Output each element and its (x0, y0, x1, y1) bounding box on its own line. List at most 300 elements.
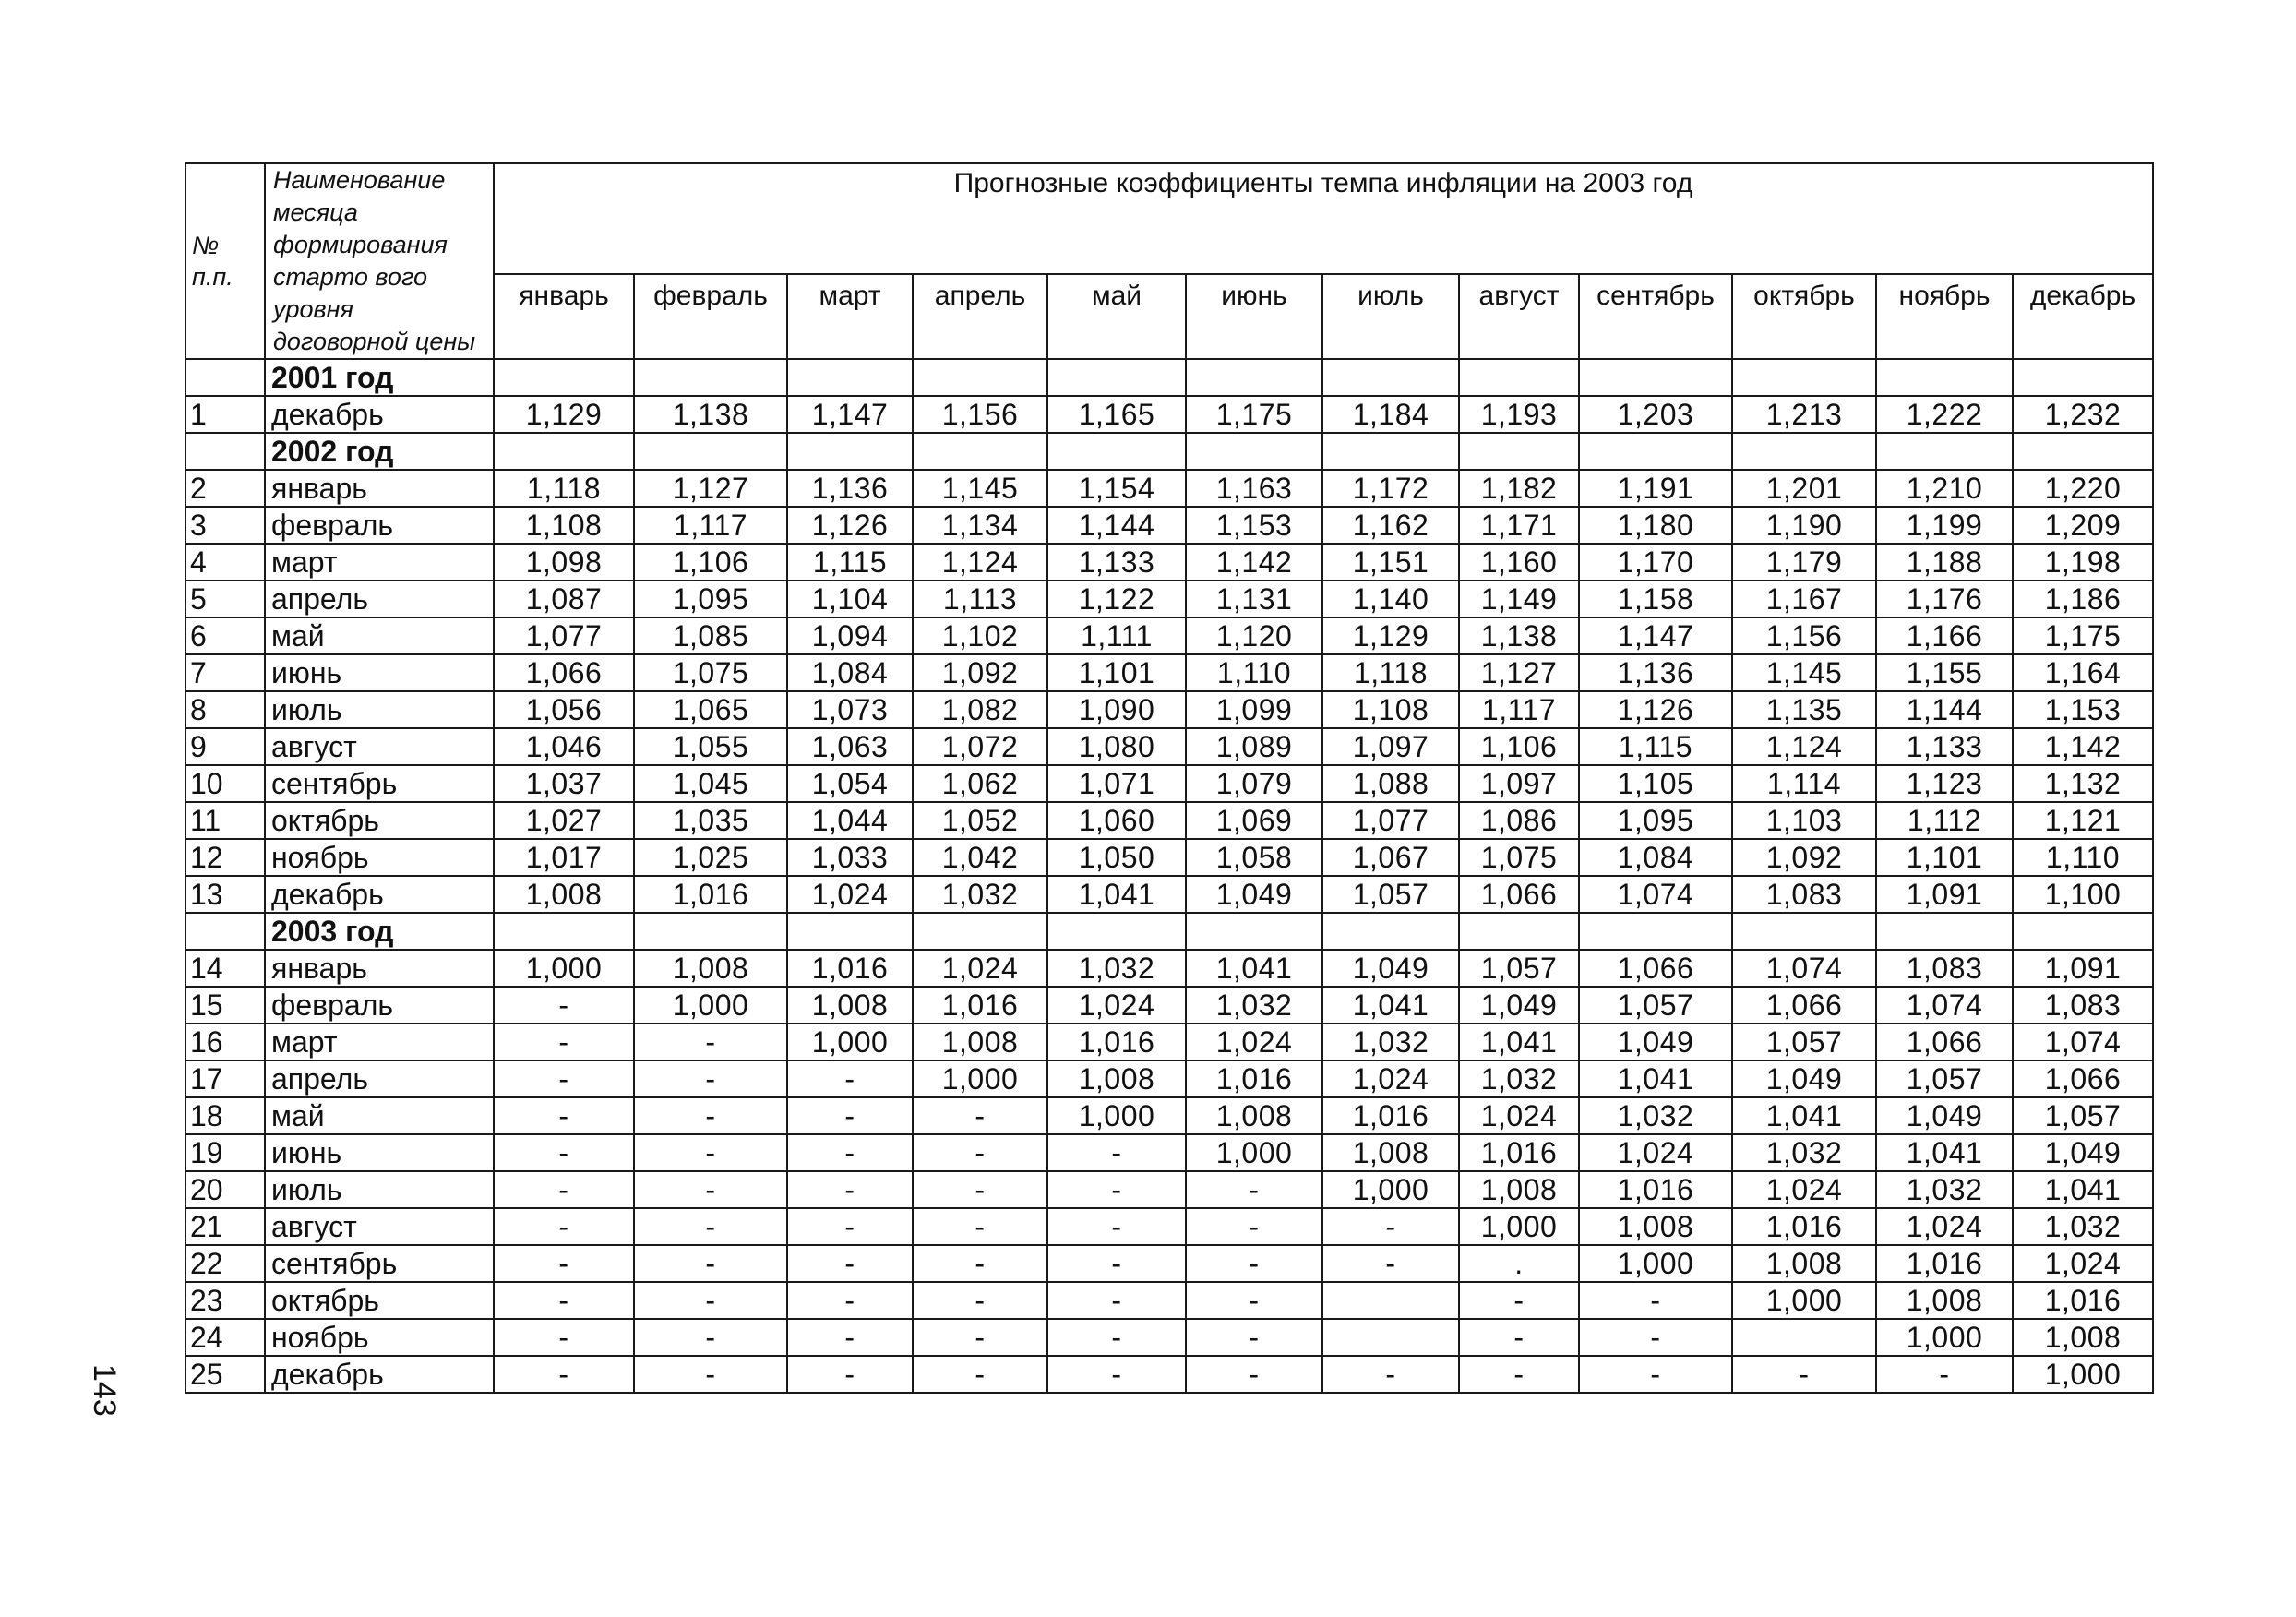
coefficient-cell: 1,055 (634, 728, 787, 765)
coefficient-cell: 1,024 (913, 950, 1047, 987)
coefficient-cell: - (634, 1171, 787, 1208)
coefficient-cell: 1,158 (1579, 581, 1732, 617)
row-number-cell: 7 (185, 654, 265, 691)
row-number-cell: 22 (185, 1245, 265, 1282)
coefficient-cell (1732, 1319, 1876, 1356)
coefficient-cell: 1,066 (1459, 876, 1579, 913)
row-number-cell: 15 (185, 987, 265, 1024)
coefficient-cell: 1,033 (787, 839, 913, 876)
coefficient-cell: 1,060 (1047, 802, 1186, 839)
coefficient-cell: 1,190 (1732, 507, 1876, 544)
table-row (185, 728, 2153, 765)
coefficient-cell: 1,108 (494, 507, 634, 544)
coefficient-cell: 1,156 (1732, 617, 1876, 654)
coefficient-cell: - (1047, 1171, 1186, 1208)
coefficient-cell: 1,000 (1186, 1134, 1322, 1171)
coefficient-cell: 1,134 (913, 507, 1047, 544)
coefficient-cell: - (1579, 1356, 1732, 1393)
coefficient-cell: 1,075 (634, 654, 787, 691)
coefficient-cell: 1,184 (1322, 396, 1459, 433)
coefficient-cell: 1,136 (1579, 654, 1732, 691)
coefficient-cell: - (494, 1097, 634, 1134)
year-section-row (185, 433, 2153, 470)
coefficient-cell: 1,094 (787, 617, 913, 654)
coefficient-cell: - (787, 1171, 913, 1208)
coefficient-cell: 1,102 (913, 617, 1047, 654)
coefficient-cell: 1,057 (1876, 1060, 2013, 1097)
empty-cell (1579, 433, 1732, 470)
coefficient-cell: 1,035 (634, 802, 787, 839)
coefficient-cell: 1,057 (2013, 1097, 2153, 1134)
coefficient-cell: 1,175 (1186, 396, 1322, 433)
row-number-cell: 9 (185, 728, 265, 765)
empty-cell (634, 433, 787, 470)
coefficient-cell: 1,115 (787, 544, 913, 581)
month-column-header: ноябрь (1876, 274, 2013, 359)
coefficient-cell: - (1047, 1356, 1186, 1393)
coefficient-cell: 1,000 (1579, 1245, 1732, 1282)
year-section-row (185, 359, 2153, 396)
coefficient-cell: - (634, 1282, 787, 1319)
coefficient-cell: 1,057 (1459, 950, 1579, 987)
coefficient-cell: 1,000 (1047, 1097, 1186, 1134)
coefficient-cell: 1,016 (1876, 1245, 2013, 1282)
coefficient-cell: 1,191 (1579, 470, 1732, 507)
coefficient-cell: 1,024 (787, 876, 913, 913)
coefficient-cell: 1,127 (634, 470, 787, 507)
month-column-header: июль (1322, 274, 1459, 359)
coefficient-cell: 1,032 (1876, 1171, 2013, 1208)
coefficient-cell: 1,166 (1876, 617, 2013, 654)
month-column-header: декабрь (2013, 274, 2153, 359)
coefficient-cell: 1,041 (1322, 987, 1459, 1024)
row-number-cell: 17 (185, 1060, 265, 1097)
coefficient-cell: 1,154 (1047, 470, 1186, 507)
coefficient-cell: - (787, 1097, 913, 1134)
coefficient-cell: 1,016 (1459, 1134, 1579, 1171)
month-name-cell: июль (265, 1171, 494, 1208)
coefficient-cell: 1,016 (913, 987, 1047, 1024)
table-row (185, 1060, 2153, 1097)
coefficient-cell: 1,016 (634, 876, 787, 913)
coefficient-cell: 1,203 (1579, 396, 1732, 433)
coefficient-cell: 1,153 (1186, 507, 1322, 544)
table-row (185, 1282, 2153, 1319)
coefficient-cell: 1,049 (1186, 876, 1322, 913)
coefficient-cell: 1,085 (634, 617, 787, 654)
month-column-header: март (787, 274, 913, 359)
table-row (185, 1208, 2153, 1245)
coefficient-cell: 1,220 (2013, 470, 2153, 507)
coefficient-cell: 1,127 (1459, 654, 1579, 691)
coefficient-cell: - (1579, 1282, 1732, 1319)
coefficient-cell: 1,037 (494, 765, 634, 802)
coefficient-cell: 1,160 (1459, 544, 1579, 581)
empty-cell (787, 913, 913, 950)
row-number-cell: 12 (185, 839, 265, 876)
coefficient-cell: - (787, 1356, 913, 1393)
coefficient-cell: 1,121 (2013, 802, 2153, 839)
row-number-cell: 19 (185, 1134, 265, 1171)
coefficient-cell: 1,144 (1876, 691, 2013, 728)
empty-cell (787, 433, 913, 470)
table-row (185, 1245, 2153, 1282)
coefficient-cell: 1,092 (913, 654, 1047, 691)
coefficient-cell: 1,092 (1732, 839, 1876, 876)
row-number-cell: 6 (185, 617, 265, 654)
coefficient-cell: 1,073 (787, 691, 913, 728)
coefficient-cell: 1,112 (1876, 802, 2013, 839)
coefficient-cell: - (1732, 1356, 1876, 1393)
coefficient-cell: 1,057 (1732, 1024, 1876, 1060)
coefficient-cell: 1,097 (1459, 765, 1579, 802)
coefficient-cell: - (1459, 1282, 1579, 1319)
coefficient-cell: 1,222 (1876, 396, 2013, 433)
coefficient-cell: 1,179 (1732, 544, 1876, 581)
empty-cell (1047, 359, 1186, 396)
coefficient-cell: - (1876, 1356, 2013, 1393)
row-number-cell: 1 (185, 396, 265, 433)
empty-cell (1459, 359, 1579, 396)
empty-cell (1876, 913, 2013, 950)
coefficient-cell: 1,049 (1322, 950, 1459, 987)
coefficient-cell: 1,000 (1459, 1208, 1579, 1245)
empty-cell (1579, 913, 1732, 950)
coefficient-cell: 1,016 (1732, 1208, 1876, 1245)
coefficient-cell: 1,147 (1579, 617, 1732, 654)
coefficient-cell: 1,099 (1186, 691, 1322, 728)
coefficient-cell: 1,131 (1186, 581, 1322, 617)
coefficient-cell: 1,069 (1186, 802, 1322, 839)
coefficient-cell: 1,065 (634, 691, 787, 728)
coefficient-cell: 1,008 (494, 876, 634, 913)
empty-cell (1186, 433, 1322, 470)
coefficient-cell: 1,124 (913, 544, 1047, 581)
coefficient-cell: - (913, 1319, 1047, 1356)
year-label: 2002 год (265, 433, 494, 470)
coefficient-cell: - (1047, 1208, 1186, 1245)
coefficient-cell: 1,066 (1876, 1024, 2013, 1060)
forecast-title-header: Прогнозные коэффициенты темпа инфляции на 2003 год (494, 163, 2153, 274)
coefficient-cell: 1,162 (1322, 507, 1459, 544)
coefficient-cell: 1,151 (1322, 544, 1459, 581)
table-row (185, 876, 2153, 913)
coefficient-cell: 1,105 (1579, 765, 1732, 802)
empty-cell (1732, 913, 1876, 950)
coefficient-cell: - (494, 987, 634, 1024)
coefficient-cell: 1,145 (913, 470, 1047, 507)
month-name-cell: май (265, 617, 494, 654)
month-name-cell: июнь (265, 1134, 494, 1171)
coefficient-cell: - (1322, 1208, 1459, 1245)
coefficient-cell: 1,199 (1876, 507, 2013, 544)
coefficient-cell: - (1186, 1282, 1322, 1319)
table-row (185, 396, 2153, 433)
coefficient-cell: 1,024 (1579, 1134, 1732, 1171)
coefficient-cell: 1,091 (1876, 876, 2013, 913)
coefficient-cell: 1,089 (1186, 728, 1322, 765)
coefficient-cell: 1,193 (1459, 396, 1579, 433)
coefficient-cell: - (1186, 1208, 1322, 1245)
coefficient-cell: 1,016 (787, 950, 913, 987)
row-number-cell: 10 (185, 765, 265, 802)
month-name-cell: декабрь (265, 396, 494, 433)
page-number: 143 (87, 1364, 122, 1417)
month-name-cell: март (265, 1024, 494, 1060)
coefficient-cell: - (634, 1134, 787, 1171)
coefficient-cell: - (1047, 1319, 1186, 1356)
coefficient-cell: 1,054 (787, 765, 913, 802)
empty-cell (1186, 359, 1322, 396)
table-row (185, 1356, 2153, 1393)
coefficient-cell: 1,077 (1322, 802, 1459, 839)
row-number-cell: 4 (185, 544, 265, 581)
coefficient-cell: 1,024 (1186, 1024, 1322, 1060)
coefficient-cell: 1,024 (1459, 1097, 1579, 1134)
coefficient-cell: 1,044 (787, 802, 913, 839)
coefficient-cell: 1,198 (2013, 544, 2153, 581)
table-row (185, 765, 2153, 802)
coefficient-cell: - (494, 1208, 634, 1245)
coefficient-cell: 1,041 (1876, 1134, 2013, 1171)
coefficient-cell: 1,000 (913, 1060, 1047, 1097)
coefficient-cell: 1,163 (1186, 470, 1322, 507)
coefficient-cell: 1,032 (1047, 950, 1186, 987)
coefficient-cell: 1,008 (1732, 1245, 1876, 1282)
header-row-title (185, 163, 2153, 274)
empty-cell (2013, 359, 2153, 396)
coefficient-cell: 1,058 (1186, 839, 1322, 876)
inflation-coefficients-table (185, 162, 2154, 1394)
coefficient-cell: 1,032 (2013, 1208, 2153, 1245)
empty-cell (913, 433, 1047, 470)
coefficient-cell: 1,083 (2013, 987, 2153, 1024)
coefficient-cell: 1,111 (1047, 617, 1186, 654)
coefficient-cell: 1,032 (1186, 987, 1322, 1024)
empty-cell (1876, 433, 2013, 470)
coefficient-cell: 1,138 (634, 396, 787, 433)
month-name-cell: сентябрь (265, 1245, 494, 1282)
coefficient-cell: 1,172 (1322, 470, 1459, 507)
coefficient-cell: 1,066 (494, 654, 634, 691)
empty-cell (185, 433, 265, 470)
empty-cell (2013, 913, 2153, 950)
coefficient-cell: 1,101 (1876, 839, 2013, 876)
coefficient-cell: - (913, 1208, 1047, 1245)
month-column-header: октябрь (1732, 274, 1876, 359)
empty-cell (913, 359, 1047, 396)
coefficient-cell: 1,016 (1322, 1097, 1459, 1134)
coefficient-cell: 1,024 (2013, 1245, 2153, 1282)
coefficient-cell: 1,083 (1732, 876, 1876, 913)
coefficient-cell: 1,071 (1047, 765, 1186, 802)
coefficient-cell: 1,118 (494, 470, 634, 507)
month-name-cell: ноябрь (265, 839, 494, 876)
coefficient-cell: - (494, 1282, 634, 1319)
coefficient-cell: 1,000 (494, 950, 634, 987)
coefficient-cell: - (787, 1245, 913, 1282)
empty-cell (1047, 433, 1186, 470)
coefficient-cell: 1,045 (634, 765, 787, 802)
empty-cell (1322, 913, 1459, 950)
row-number-cell: 11 (185, 802, 265, 839)
empty-cell (1459, 913, 1579, 950)
table-row (185, 839, 2153, 876)
table-row (185, 1319, 2153, 1356)
coefficient-cell: 1,017 (494, 839, 634, 876)
row-number-cell: 23 (185, 1282, 265, 1319)
coefficient-cell: 1,108 (1322, 691, 1459, 728)
coefficient-cell: 1,049 (1732, 1060, 1876, 1097)
empty-cell (494, 913, 634, 950)
coefficient-cell: 1,140 (1322, 581, 1459, 617)
coefficient-cell: - (494, 1319, 634, 1356)
row-number-cell: 18 (185, 1097, 265, 1134)
coefficient-cell: - (913, 1134, 1047, 1171)
coefficient-cell: 1,132 (2013, 765, 2153, 802)
coefficient-cell: 1,000 (1876, 1319, 2013, 1356)
coefficient-cell: - (634, 1097, 787, 1134)
coefficient-cell: 1,080 (1047, 728, 1186, 765)
empty-cell (494, 359, 634, 396)
coefficient-cell: 1,032 (913, 876, 1047, 913)
coefficient-cell: 1,024 (1047, 987, 1186, 1024)
coefficient-cell: 1,110 (1186, 654, 1322, 691)
coefficient-cell: - (1459, 1356, 1579, 1393)
coefficient-cell: 1,171 (1459, 507, 1579, 544)
row-number-cell: 16 (185, 1024, 265, 1060)
coefficient-cell: 1,041 (1186, 950, 1322, 987)
coefficient-cell: 1,176 (1876, 581, 2013, 617)
empty-cell (913, 913, 1047, 950)
coefficient-cell: 1,153 (2013, 691, 2153, 728)
empty-cell (494, 433, 634, 470)
month-name-cell: август (265, 728, 494, 765)
table-row (185, 617, 2153, 654)
empty-cell (185, 913, 265, 950)
coefficient-cell: 1,126 (1579, 691, 1732, 728)
coefficient-cell: - (787, 1208, 913, 1245)
month-name-cell: август (265, 1208, 494, 1245)
coefficient-cell: 1,213 (1732, 396, 1876, 433)
month-name-cell: ноябрь (265, 1319, 494, 1356)
coefficient-cell: - (634, 1060, 787, 1097)
coefficient-cell: 1,106 (634, 544, 787, 581)
coefficient-cell: 1,063 (787, 728, 913, 765)
coefficient-cell: 1,024 (1876, 1208, 2013, 1245)
coefficient-cell: 1,170 (1579, 544, 1732, 581)
month-column-header: июнь (1186, 274, 1322, 359)
coefficient-cell: 1,175 (2013, 617, 2153, 654)
coefficient-cell: - (494, 1134, 634, 1171)
month-name-cell: июль (265, 691, 494, 728)
coefficient-cell: 1,144 (1047, 507, 1186, 544)
row-number-cell: 21 (185, 1208, 265, 1245)
table-row (185, 470, 2153, 507)
coefficient-cell: 1,138 (1459, 617, 1579, 654)
row-number-cell: 14 (185, 950, 265, 987)
row-number-cell: 8 (185, 691, 265, 728)
coefficient-cell: - (913, 1282, 1047, 1319)
row-number-cell: 13 (185, 876, 265, 913)
coefficient-cell: 1,118 (1322, 654, 1459, 691)
coefficient-cell: 1,041 (1579, 1060, 1732, 1097)
month-name-cell: январь (265, 470, 494, 507)
coefficient-cell: 1,079 (1186, 765, 1322, 802)
row-number-header: № п.п. (185, 163, 265, 359)
coefficient-cell: 1,008 (1047, 1060, 1186, 1097)
year-label: 2001 год (265, 359, 494, 396)
coefficient-cell: - (494, 1171, 634, 1208)
coefficient-cell (1322, 1319, 1459, 1356)
coefficient-cell: 1,091 (2013, 950, 2153, 987)
coefficient-cell: 1,062 (913, 765, 1047, 802)
coefficient-cell: 1,016 (1047, 1024, 1186, 1060)
table-row (185, 987, 2153, 1024)
coefficient-cell: - (913, 1171, 1047, 1208)
coefficient-cell (1322, 1282, 1459, 1319)
row-number-cell: 2 (185, 470, 265, 507)
coefficient-cell: 1,066 (1579, 950, 1732, 987)
coefficient-cell: - (1047, 1282, 1186, 1319)
year-section-row (185, 913, 2153, 950)
row-number-cell: 20 (185, 1171, 265, 1208)
month-name-cell: май (265, 1097, 494, 1134)
empty-cell (2013, 433, 2153, 470)
table-row (185, 1171, 2153, 1208)
coefficient-cell: 1,066 (2013, 1060, 2153, 1097)
coefficient-cell: 1,000 (634, 987, 787, 1024)
coefficient-cell: 1,097 (1322, 728, 1459, 765)
empty-cell (1047, 913, 1186, 950)
coefficient-cell: 1,123 (1876, 765, 2013, 802)
month-name-cell: сентябрь (265, 765, 494, 802)
empty-cell (1732, 433, 1876, 470)
coefficient-cell: 1,025 (634, 839, 787, 876)
coefficient-cell: 1,032 (1459, 1060, 1579, 1097)
coefficient-cell: 1,210 (1876, 470, 2013, 507)
coefficient-cell: 1,098 (494, 544, 634, 581)
coefficient-cell: 1,016 (2013, 1282, 2153, 1319)
table-row (185, 950, 2153, 987)
coefficient-cell: 1,133 (1876, 728, 2013, 765)
coefficient-cell: 1,209 (2013, 507, 2153, 544)
empty-cell (1579, 359, 1732, 396)
coefficient-cell: 1,000 (1322, 1171, 1459, 1208)
coefficient-cell: 1,052 (913, 802, 1047, 839)
month-name-cell: декабрь (265, 1356, 494, 1393)
coefficient-cell: 1,120 (1186, 617, 1322, 654)
coefficient-cell: - (787, 1060, 913, 1097)
coefficient-cell: 1,129 (1322, 617, 1459, 654)
coefficient-cell: 1,049 (1459, 987, 1579, 1024)
coefficient-cell: - (787, 1319, 913, 1356)
coefficient-cell: 1,032 (1322, 1024, 1459, 1060)
coefficient-cell: 1,117 (1459, 691, 1579, 728)
coefficient-cell: 1,041 (1732, 1097, 1876, 1134)
coefficient-cell: 1,232 (2013, 396, 2153, 433)
coefficient-cell: - (494, 1245, 634, 1282)
coefficient-cell: 1,113 (913, 581, 1047, 617)
coefficient-cell: - (1322, 1356, 1459, 1393)
coefficient-cell: 1,008 (2013, 1319, 2153, 1356)
coefficient-cell: 1,066 (1732, 987, 1876, 1024)
coefficient-cell: 1,106 (1459, 728, 1579, 765)
coefficient-cell: 1,008 (1459, 1171, 1579, 1208)
table-row (185, 581, 2153, 617)
coefficient-cell: 1,167 (1732, 581, 1876, 617)
table-row (185, 1097, 2153, 1134)
